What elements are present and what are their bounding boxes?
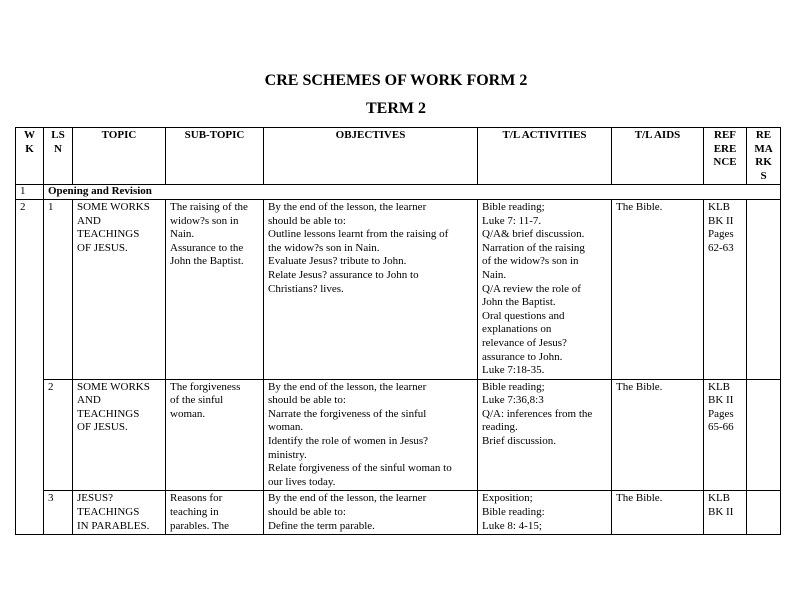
activities-line: Nain. <box>482 268 507 281</box>
topic-line: TEACHINGS <box>77 506 140 519</box>
topic-line: JESUS? <box>77 492 114 505</box>
aids-cell <box>612 199 704 379</box>
activities-line: reading. <box>482 421 518 434</box>
activities-line: Bible reading: <box>482 506 545 519</box>
activities-line: Q/A& brief discussion. <box>482 228 585 241</box>
topic-line: SOME WORKS <box>77 380 150 393</box>
subtopic-line: John the Baptist. <box>170 255 244 268</box>
objectives-line: Define the term parable. <box>268 519 375 532</box>
objectives-line: Christians? lives. <box>268 282 344 295</box>
activities-line: Bible reading; <box>482 380 545 393</box>
header-text: MA <box>754 142 773 155</box>
topic-line: TEACHINGS <box>77 407 140 420</box>
aids-line: The Bible. <box>616 380 663 393</box>
subtopic-line: Nain. <box>170 228 195 241</box>
aids-line: The Bible. <box>616 200 663 213</box>
header-row <box>16 128 781 185</box>
reference-line: KLB <box>708 380 730 393</box>
objectives-cell <box>264 491 478 535</box>
header-aids <box>612 128 704 185</box>
header-week <box>16 128 44 185</box>
remarks-cell <box>747 199 781 379</box>
activities-line: assurance to John. <box>482 350 563 363</box>
objectives-line: ministry. <box>268 448 307 461</box>
topic-line: IN PARABLES. <box>77 519 150 532</box>
header-text: K <box>25 142 34 155</box>
topic-line: AND <box>77 214 101 227</box>
topic-line: SOME WORKS <box>77 200 150 213</box>
header-text: REF <box>714 129 736 141</box>
objectives-line: By the end of the lesson, the learner <box>268 200 427 213</box>
objectives-line: should be able to: <box>268 506 346 519</box>
subtopic-cell <box>166 491 264 535</box>
objectives-line: Evaluate Jesus? tribute to John. <box>268 255 407 268</box>
header-text: NCE <box>713 156 737 169</box>
activities-cell <box>478 491 612 535</box>
objectives-line: should be able to: <box>268 394 346 407</box>
topic-line: AND <box>77 394 101 407</box>
activities-line: Q/A: inferences from the <box>482 407 593 420</box>
reference-line: 65-66 <box>708 421 734 434</box>
objectives-line: should be able to: <box>268 214 346 227</box>
topic-line: OF JESUS. <box>77 421 128 434</box>
subtopic-line: woman. <box>170 407 206 420</box>
header-text: RE <box>755 129 772 141</box>
header-text: N <box>54 142 62 155</box>
aids-cell <box>612 379 704 491</box>
subtopic-line: The raising of the <box>170 200 248 213</box>
header-remarks <box>747 128 781 185</box>
reference-line: Pages <box>708 407 734 420</box>
opening-label: Opening and Revision <box>44 185 781 200</box>
header-text: SUB-TOPIC <box>184 129 245 141</box>
lesson-cell: 3 <box>44 491 73 535</box>
objectives-line: By the end of the lesson, the learner <box>268 380 427 393</box>
activities-cell <box>478 199 612 379</box>
objectives-line: By the end of the lesson, the learner <box>268 492 427 505</box>
header-activities <box>478 128 612 185</box>
remarks-cell <box>747 379 781 491</box>
objectives-cell <box>264 379 478 491</box>
topic-cell <box>73 199 166 379</box>
objectives-line: the widow?s son in Nain. <box>268 241 380 254</box>
header-reference <box>704 128 747 185</box>
activities-cell <box>478 379 612 491</box>
reference-line: Pages <box>708 228 734 241</box>
header-objectives <box>264 128 478 185</box>
reference-cell <box>704 491 747 535</box>
activities-line: Oral questions and <box>482 309 565 322</box>
subtopic-line: widow?s son in <box>170 214 239 227</box>
activities-line: relevance of Jesus? <box>482 336 567 349</box>
activities-line: John the Baptist. <box>482 296 556 309</box>
header-subtopic <box>166 128 264 185</box>
header-text: OBJECTIVES <box>335 129 406 141</box>
activities-line: Luke 8: 4-15; <box>482 519 542 532</box>
lesson-cell: 2 <box>44 379 73 491</box>
objectives-line: Outline lessons learnt from the raising of <box>268 228 449 241</box>
topic-line: OF JESUS. <box>77 241 128 254</box>
subtopic-line: Reasons for <box>170 492 223 505</box>
activities-line: Q/A review the role of <box>482 282 581 295</box>
activities-line: Luke 7:36,8:3 <box>482 394 544 407</box>
remarks-cell <box>747 491 781 535</box>
activities-line: Exposition; <box>482 492 533 505</box>
week-cell: 2 <box>16 199 44 534</box>
objectives-line: Narrate the forgiveness of the sinful <box>268 407 427 420</box>
header-text: T/L ACTIVITIES <box>502 129 587 141</box>
activities-line: Brief discussion. <box>482 435 556 448</box>
term-heading: TERM 2 <box>366 100 426 117</box>
header-text: LS <box>51 129 65 141</box>
header-lesson <box>44 128 73 185</box>
activities-line: Luke 7: 11-7. <box>482 214 542 227</box>
reference-line: BK II <box>708 394 734 407</box>
activities-line: Luke 7:18-35. <box>482 364 545 377</box>
reference-cell <box>704 379 747 491</box>
opening-row <box>16 185 781 200</box>
scheme-of-work-table <box>15 127 781 535</box>
table-row <box>16 199 781 379</box>
objectives-line: Relate Jesus? assurance to John to <box>268 268 419 281</box>
activities-line: Bible reading; <box>482 200 545 213</box>
subtopic-line: parables. The <box>170 519 230 532</box>
week-cell: 1 <box>16 185 44 200</box>
reference-cell <box>704 199 747 379</box>
header-text: W <box>24 129 35 141</box>
header-topic <box>73 128 166 185</box>
subtopic-line: teaching in <box>170 506 219 519</box>
table-row <box>16 379 781 491</box>
activities-line: explanations on <box>482 323 552 336</box>
activities-line: of the widow?s son in <box>482 255 579 268</box>
document-title: CRE SCHEMES OF WORK FORM 2 <box>264 72 528 89</box>
table-row <box>16 491 781 535</box>
subtopic-cell <box>166 199 264 379</box>
lesson-cell: 1 <box>44 199 73 379</box>
objectives-line: Relate forgiveness of the sinful woman to <box>268 462 452 475</box>
activities-line: Narration of the raising <box>482 241 585 254</box>
subtopic-line: Assurance to the <box>170 241 244 254</box>
topic-line: TEACHINGS <box>77 228 140 241</box>
subtopic-line: The forgiveness <box>170 380 241 393</box>
objectives-cell <box>264 199 478 379</box>
header-text: S <box>760 169 767 182</box>
header-text: RK <box>755 156 772 169</box>
reference-line: BK II <box>708 506 734 519</box>
subtopic-line: of the sinful <box>170 394 224 407</box>
objectives-line: woman. <box>268 421 304 434</box>
aids-cell <box>612 491 704 535</box>
topic-cell <box>73 491 166 535</box>
reference-line: 62-63 <box>708 241 734 254</box>
objectives-line: our lives today. <box>268 475 336 488</box>
reference-line: BK II <box>708 214 734 227</box>
topic-cell <box>73 379 166 491</box>
reference-line: KLB <box>708 492 730 505</box>
aids-line: The Bible. <box>616 492 663 505</box>
header-text: ERE <box>713 142 737 155</box>
reference-line: KLB <box>708 200 730 213</box>
subtopic-cell <box>166 379 264 491</box>
objectives-line: Identify the role of women in Jesus? <box>268 435 429 448</box>
header-text: T/L AIDS <box>634 129 681 141</box>
header-text: TOPIC <box>101 129 137 141</box>
